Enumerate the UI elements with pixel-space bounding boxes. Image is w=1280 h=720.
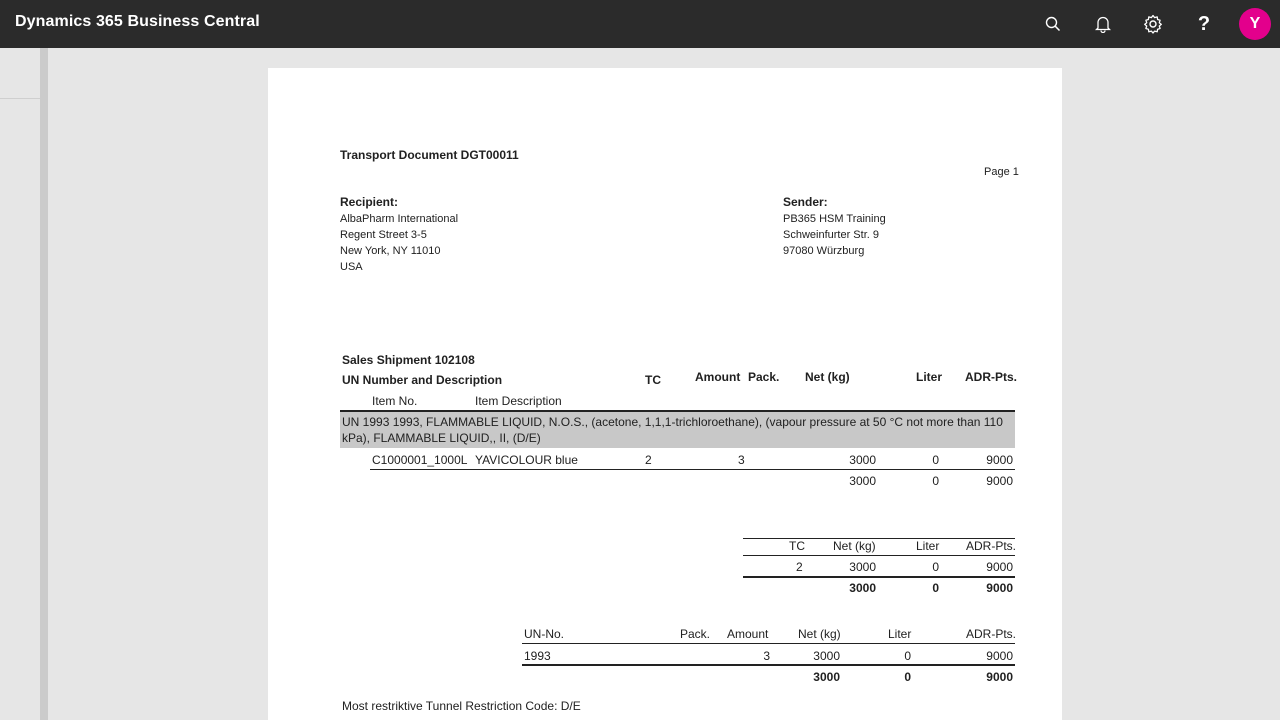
un-summary-header-amount: Amount	[727, 627, 769, 641]
un-summary-row-adr: 9000	[986, 649, 1013, 663]
item-liter: 0	[932, 453, 939, 467]
col-header-item-no: Item No.	[372, 394, 418, 408]
recipient-line: USA	[340, 261, 363, 273]
tc-summary-header-liter: Liter	[916, 539, 940, 553]
help-icon[interactable]	[1192, 12, 1216, 36]
un-summary-header-liter: Liter	[888, 627, 912, 641]
un-summary-row-liter: 0	[904, 649, 911, 663]
col-header-tc: TC	[645, 373, 661, 387]
left-panel-divider	[0, 98, 40, 99]
tc-summary-header-rule	[743, 555, 1015, 556]
document-title: Transport Document DGT00011	[340, 148, 519, 162]
item-description: YAVICOLOUR blue	[475, 453, 578, 467]
col-header-amount: Amount	[695, 370, 741, 384]
left-panel	[0, 48, 40, 720]
sender-heading: Sender:	[783, 195, 828, 209]
left-panel-edge	[40, 48, 48, 720]
un-summary-total-adr: 9000	[986, 670, 1013, 684]
tc-summary-row-liter: 0	[932, 560, 939, 574]
sender-block	[783, 195, 886, 259]
item-net: 3000	[849, 453, 876, 467]
un-subtotal-liter: 0	[932, 474, 939, 488]
search-icon[interactable]	[1041, 12, 1065, 36]
tc-summary-total-liter: 0	[932, 581, 939, 595]
report-page	[268, 68, 1062, 720]
tc-summary-row-adr: 9000	[986, 560, 1013, 574]
col-header-net: Net (kg)	[805, 370, 850, 384]
recipient-line: Regent Street 3-5	[340, 229, 427, 241]
page-number: Page 1	[984, 166, 1019, 178]
un-summary-row-un-no: 1993	[524, 649, 551, 663]
app-title[interactable]: Dynamics 365 Business Central	[15, 13, 260, 30]
col-header-adr: ADR-Pts.	[965, 370, 1018, 384]
col-header-un-desc: UN Number and Description	[342, 373, 503, 387]
un-summary-header-un-no: UN-No.	[524, 627, 565, 641]
recipient-line: New York, NY 11010	[340, 245, 441, 257]
col-header-item-desc: Item Description	[475, 394, 562, 408]
un-subtotal-net: 3000	[849, 474, 876, 488]
app-bar	[0, 0, 1280, 48]
col-header-pack: Pack.	[748, 370, 780, 384]
un-summary-row-amount: 3	[763, 649, 770, 663]
tc-summary-header-adr: ADR-Pts.	[966, 539, 1017, 553]
sender-line: 97080 Würzburg	[783, 245, 865, 257]
help-glyph: ?	[1197, 13, 1211, 35]
un-summary-header-pack: Pack.	[680, 627, 711, 641]
un-summary-header-net: Net (kg)	[798, 627, 841, 641]
settings-gear-icon[interactable]	[1141, 12, 1165, 36]
tc-summary-header-net: Net (kg)	[833, 539, 876, 553]
un-summary-total-net: 3000	[813, 670, 840, 684]
item-no: C1000001_1000L	[372, 453, 468, 467]
item-adr: 9000	[986, 453, 1013, 467]
tc-summary-total-rule	[743, 576, 1015, 578]
un-summary-row-net: 3000	[813, 649, 840, 663]
un-summary-header-adr: ADR-Pts.	[966, 627, 1017, 641]
notifications-bell-icon[interactable]	[1091, 12, 1115, 36]
tunnel-restriction-code: Most restriktive Tunnel Restriction Code: D/E	[342, 699, 581, 713]
un-summary-header-rule	[522, 643, 1015, 644]
tc-summary-header-tc: TC	[789, 539, 805, 553]
item-row-rule	[370, 469, 1015, 470]
tc-summary-total-net: 3000	[849, 581, 876, 595]
un-summary-total-liter: 0	[904, 670, 911, 684]
user-avatar[interactable]: Y	[1239, 8, 1271, 40]
sender-line: Schweinfurter Str. 9	[783, 229, 879, 241]
recipient-block	[340, 195, 458, 275]
un-subtotal-adr: 9000	[986, 474, 1013, 488]
recipient-heading: Recipient:	[340, 195, 399, 209]
tc-summary-row-tc: 2	[796, 560, 803, 574]
un-summary-total-rule	[522, 664, 1015, 666]
tc-summary-total-adr: 9000	[986, 581, 1013, 595]
un-description: UN 1993 1993, FLAMMABLE LIQUID, N.O.S., (acetone, 1,1,1-trichloroethane), (vapour pressure at 50 °C not more than 110 kPa), FLAMMABLE LIQUID,, II, (D/E)	[342, 415, 1003, 445]
sender-line: PB365 HSM Training	[783, 213, 886, 225]
col-header-liter: Liter	[916, 370, 943, 384]
recipient-line: AlbaPharm International	[340, 213, 459, 225]
tc-summary-row-net: 3000	[849, 560, 876, 574]
shipment-label: Sales Shipment 102108	[342, 353, 475, 367]
item-tc: 2	[645, 453, 652, 467]
item-amount: 3	[738, 453, 745, 467]
